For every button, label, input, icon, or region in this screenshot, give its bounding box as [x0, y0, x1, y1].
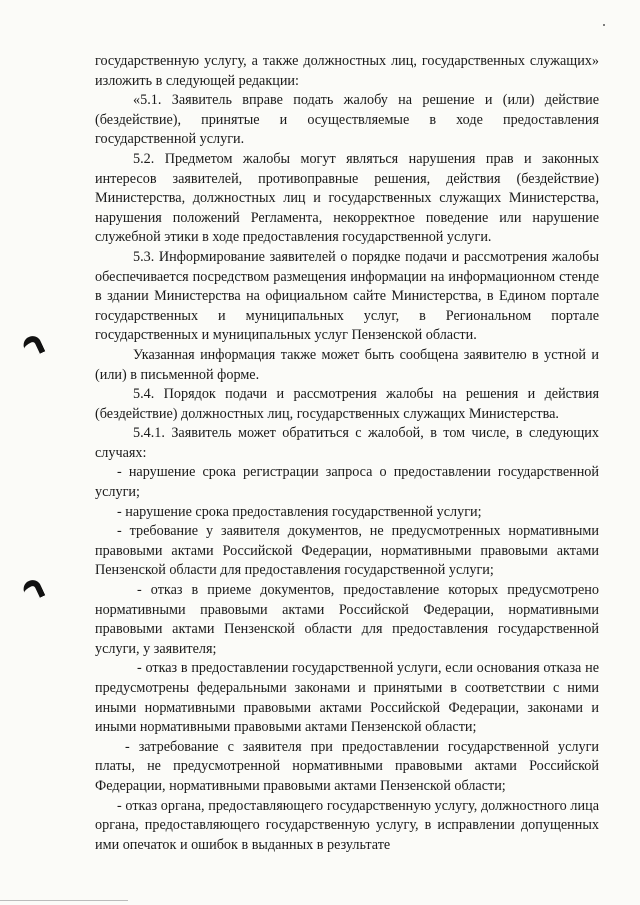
paragraph-5-2: 5.2. Предметом жалобы могут являться нарушения прав и законных интересов заявителей, противоправные решения, действия (бездействие) Министерства, должностных лиц и государственных служащих Министерства, нарушения положений Регламента, некорректное поведение или нарушение служебной этики в ходе предоставления государственной услуги.: [95, 150, 599, 246]
list-item-correction-refusal: - отказ органа, предоставляющего государственную услугу, должностного лица органа, предоставляющего государственную услугу, в исправлении допущенных ими опечаток и ошибок в выданных в результате: [95, 797, 599, 853]
list-item-payment-demand: - затребование с заявителя при предоставлении государственной услуги платы, не предусмотренной нормативными правовыми актами Российской Федерации, нормативными правовыми актами Пензенской области;: [95, 738, 599, 794]
list-item-documents-demand: - требование у заявителя документов, не предусмотренных нормативными правовыми актами Российской Федерации, нормативными правовыми актами Пензенской области для предоставления государственной услуги;: [95, 523, 599, 579]
list-item-refusal-service: - отказ в предоставлении государственной услуги, если основания отказа не предусмотрены федеральными законами и принятыми в соответствии с ними иными нормативными правовыми актами Российской Федерации, законами и иными нормативными правовыми актами Пензенской области;: [95, 660, 599, 736]
scan-speck: [603, 24, 605, 26]
list-item-registration-term: - нарушение срока регистрации запроса о предоставлении государственной услуги;: [95, 464, 599, 501]
paragraph-5-1: «5.1. Заявитель вправе подать жалобу на решение и (или) действие (бездействие), принятые и осуществляемые в ходе предоставления государственной услуги.: [95, 92, 599, 148]
binding-hole-mark-bottom: [21, 577, 46, 603]
paragraph-5-4: 5.4. Порядок подачи и рассмотрения жалобы на решения и действия (бездействие) должностных лиц, государственных служащих Министерства.: [95, 386, 599, 422]
paragraph-5-3: 5.3. Информирование заявителей о порядке подачи и рассмотрения жалобы обеспечивается посредством размещения информации на информационном стенде в здании Министерства на официальном сайте Министерства, в Едином портале государственных и муниципальных услуг, в Региональном портале государственных и муниципальных услуг Пензенской области.: [95, 248, 599, 344]
document-body: [95, 52, 599, 855]
binding-hole-mark-top: [21, 333, 46, 359]
paragraph-info-note: Указанная информация также может быть сообщена заявителю в устной и (или) в письменной форме.: [95, 346, 599, 383]
list-item-service-term: - нарушение срока предоставления государственной услуги;: [117, 503, 482, 520]
paragraph-5-4-1: 5.4.1. Заявитель может обратиться с жалобой, в том числе, в следующих случаях:: [95, 425, 599, 461]
paragraph-continuation: государственную услугу, а также должностных лиц, государственных служащих» изложить в следующей редакции:: [95, 53, 599, 89]
scan-edge-line: [0, 900, 128, 901]
list-item-refusal-acceptance: - отказ в приеме документов, предоставление которых предусмотрено нормативными правовыми актами Российской Федерации, нормативными правовыми актами Пензенской области для предоставления государственной услуги, у заявителя;: [95, 582, 599, 657]
